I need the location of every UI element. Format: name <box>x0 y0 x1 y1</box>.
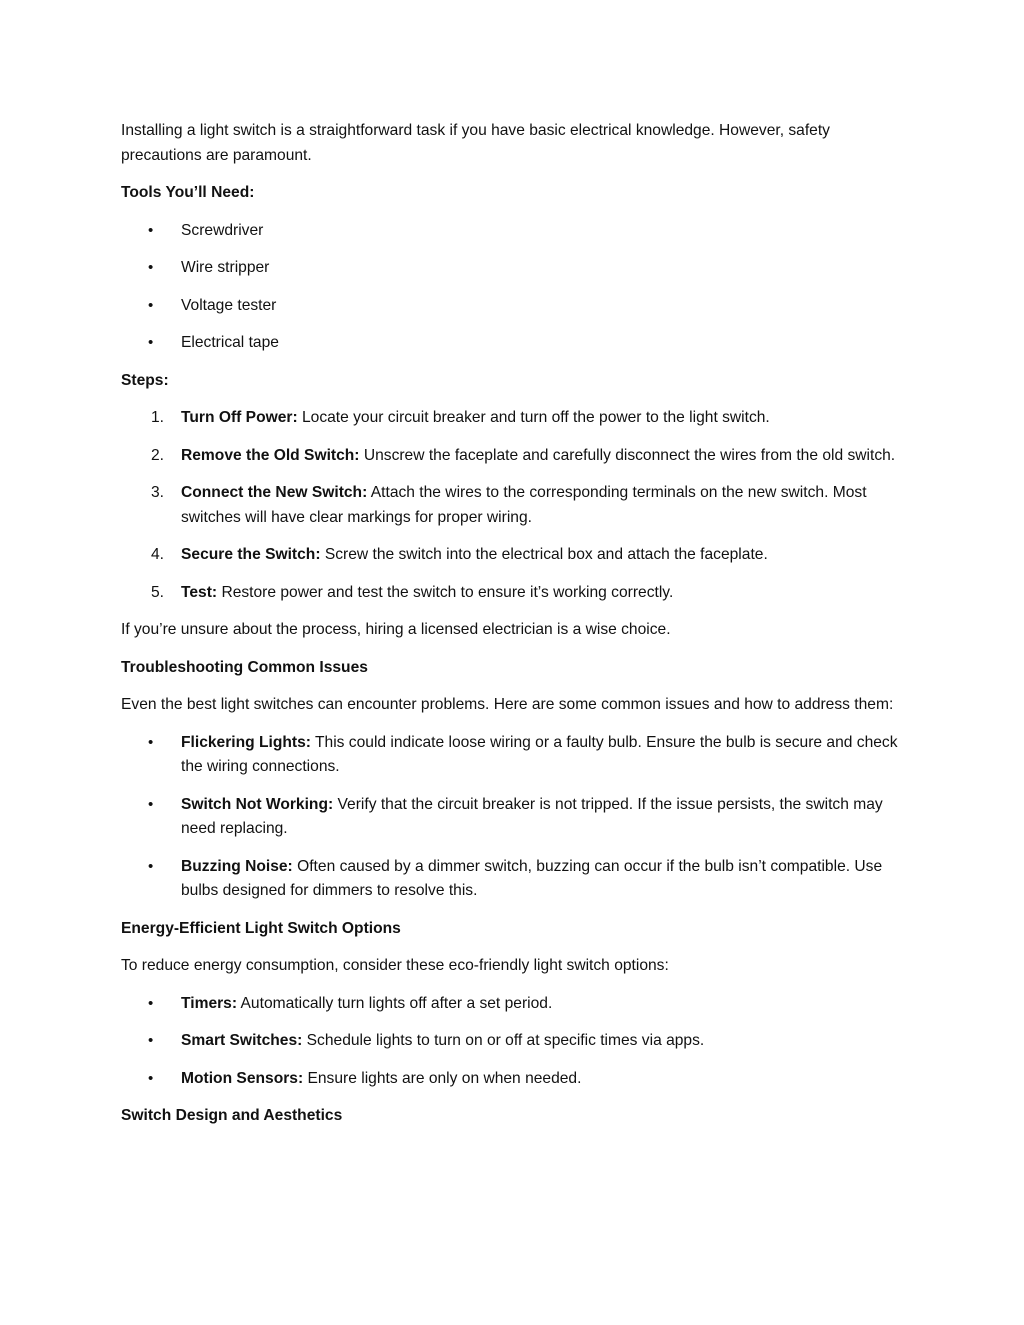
step-text: Unscrew the faceplate and carefully disconnect the wires from the old switch. <box>359 446 896 464</box>
intro-paragraph: Installing a light switch is a straightforward task if you have basic electrical knowledge. However, safety precautions are paramount. <box>121 122 830 164</box>
list-item <box>121 992 899 1017</box>
bullet-icon: • <box>148 334 154 351</box>
step-number: 1. <box>151 409 165 426</box>
tools-heading: Tools You’ll Need: <box>121 184 255 201</box>
item-text: This could indicate loose wiring or a faulty bulb. Ensure the bulb is secure and check the wiring connections. <box>181 733 898 775</box>
step-number: 3. <box>151 484 165 501</box>
bullet-icon: • <box>148 1032 154 1049</box>
list-item: • Screwdriver <box>121 219 899 244</box>
list-item <box>121 581 899 606</box>
energy-list <box>121 992 899 1092</box>
step-label: Secure the Switch: <box>181 546 321 563</box>
item-label: Motion Sensors: <box>181 1069 304 1087</box>
list-item <box>121 731 899 780</box>
bullet-icon: • <box>148 994 154 1012</box>
item-label: Switch Not Working: <box>181 795 334 813</box>
step-number: 4. <box>151 546 165 563</box>
bullet-icon: • <box>148 259 154 276</box>
list-item <box>121 543 899 568</box>
item-text: Automatically turn lights off after a set period. <box>237 994 553 1012</box>
troubleshooting-list <box>121 731 899 904</box>
bullet-icon: • <box>148 795 154 813</box>
step-number: 2. <box>151 446 165 464</box>
step-text: Attach the wires to the corresponding terminals on the new switch. Most switches will have clear markings for proper wiring. <box>181 484 867 526</box>
energy-intro: To reduce energy consumption, consider these eco-friendly light switch options: <box>121 957 669 974</box>
document-page <box>121 119 899 1142</box>
item-text: Verify that the circuit breaker is not tripped. If the issue persists, the switch may need replacing. <box>181 795 883 837</box>
list-item: • Electrical tape <box>121 331 899 356</box>
list-item <box>121 481 899 530</box>
item-label: Smart Switches: <box>181 1032 303 1049</box>
list-item <box>121 1029 899 1054</box>
step-text: Screw the switch into the electrical box and attach the faceplate. <box>320 546 768 563</box>
step-text: Restore power and test the switch to ensure it’s working correctly. <box>217 583 674 601</box>
step-label: Test: <box>181 583 218 601</box>
list-item <box>121 793 899 842</box>
step-label: Remove the Old Switch: <box>181 446 360 464</box>
energy-heading: Energy-Efficient Light Switch Options <box>121 919 401 937</box>
item-label: Flickering Lights: <box>181 733 311 751</box>
list-item <box>121 444 899 469</box>
bullet-icon: • <box>148 296 154 314</box>
list-item <box>121 855 899 904</box>
item-text: Schedule lights to turn on or off at specific times via apps. <box>302 1032 705 1049</box>
step-text: Locate your circuit breaker and turn off the power to the light switch. <box>297 409 770 426</box>
steps-heading: Steps: <box>121 371 169 389</box>
item-label: Timers: <box>181 994 238 1012</box>
tools-list <box>121 219 899 356</box>
step-label: Connect the New Switch: <box>181 484 368 501</box>
item-text: Often caused by a dimmer switch, buzzing can occur if the bulb isn’t compatible. Use bulbs designed for dimmers to resolve this. <box>181 857 883 899</box>
step-label: Turn Off Power: <box>181 409 298 426</box>
design-heading: Switch Design and Aesthetics <box>121 1107 343 1124</box>
bullet-icon: • <box>148 1069 154 1087</box>
list-item <box>121 1067 899 1092</box>
bullet-icon: • <box>148 221 154 239</box>
list-item <box>121 406 899 431</box>
troubleshooting-intro: Even the best light switches can encounter problems. Here are some common issues and how to address them: <box>121 696 894 713</box>
steps-list <box>121 406 899 605</box>
step-number: 5. <box>151 583 165 601</box>
item-text: Ensure lights are only on when needed. <box>303 1069 582 1087</box>
troubleshooting-heading: Troubleshooting Common Issues <box>121 658 368 676</box>
bullet-icon: • <box>148 733 154 751</box>
bullet-icon: • <box>148 857 154 875</box>
list-item: • Wire stripper <box>121 256 899 281</box>
list-item: • Voltage tester <box>121 294 899 319</box>
item-label: Buzzing Noise: <box>181 857 293 875</box>
unsure-paragraph: If you’re unsure about the process, hiring a licensed electrician is a wise choice. <box>121 621 671 638</box>
